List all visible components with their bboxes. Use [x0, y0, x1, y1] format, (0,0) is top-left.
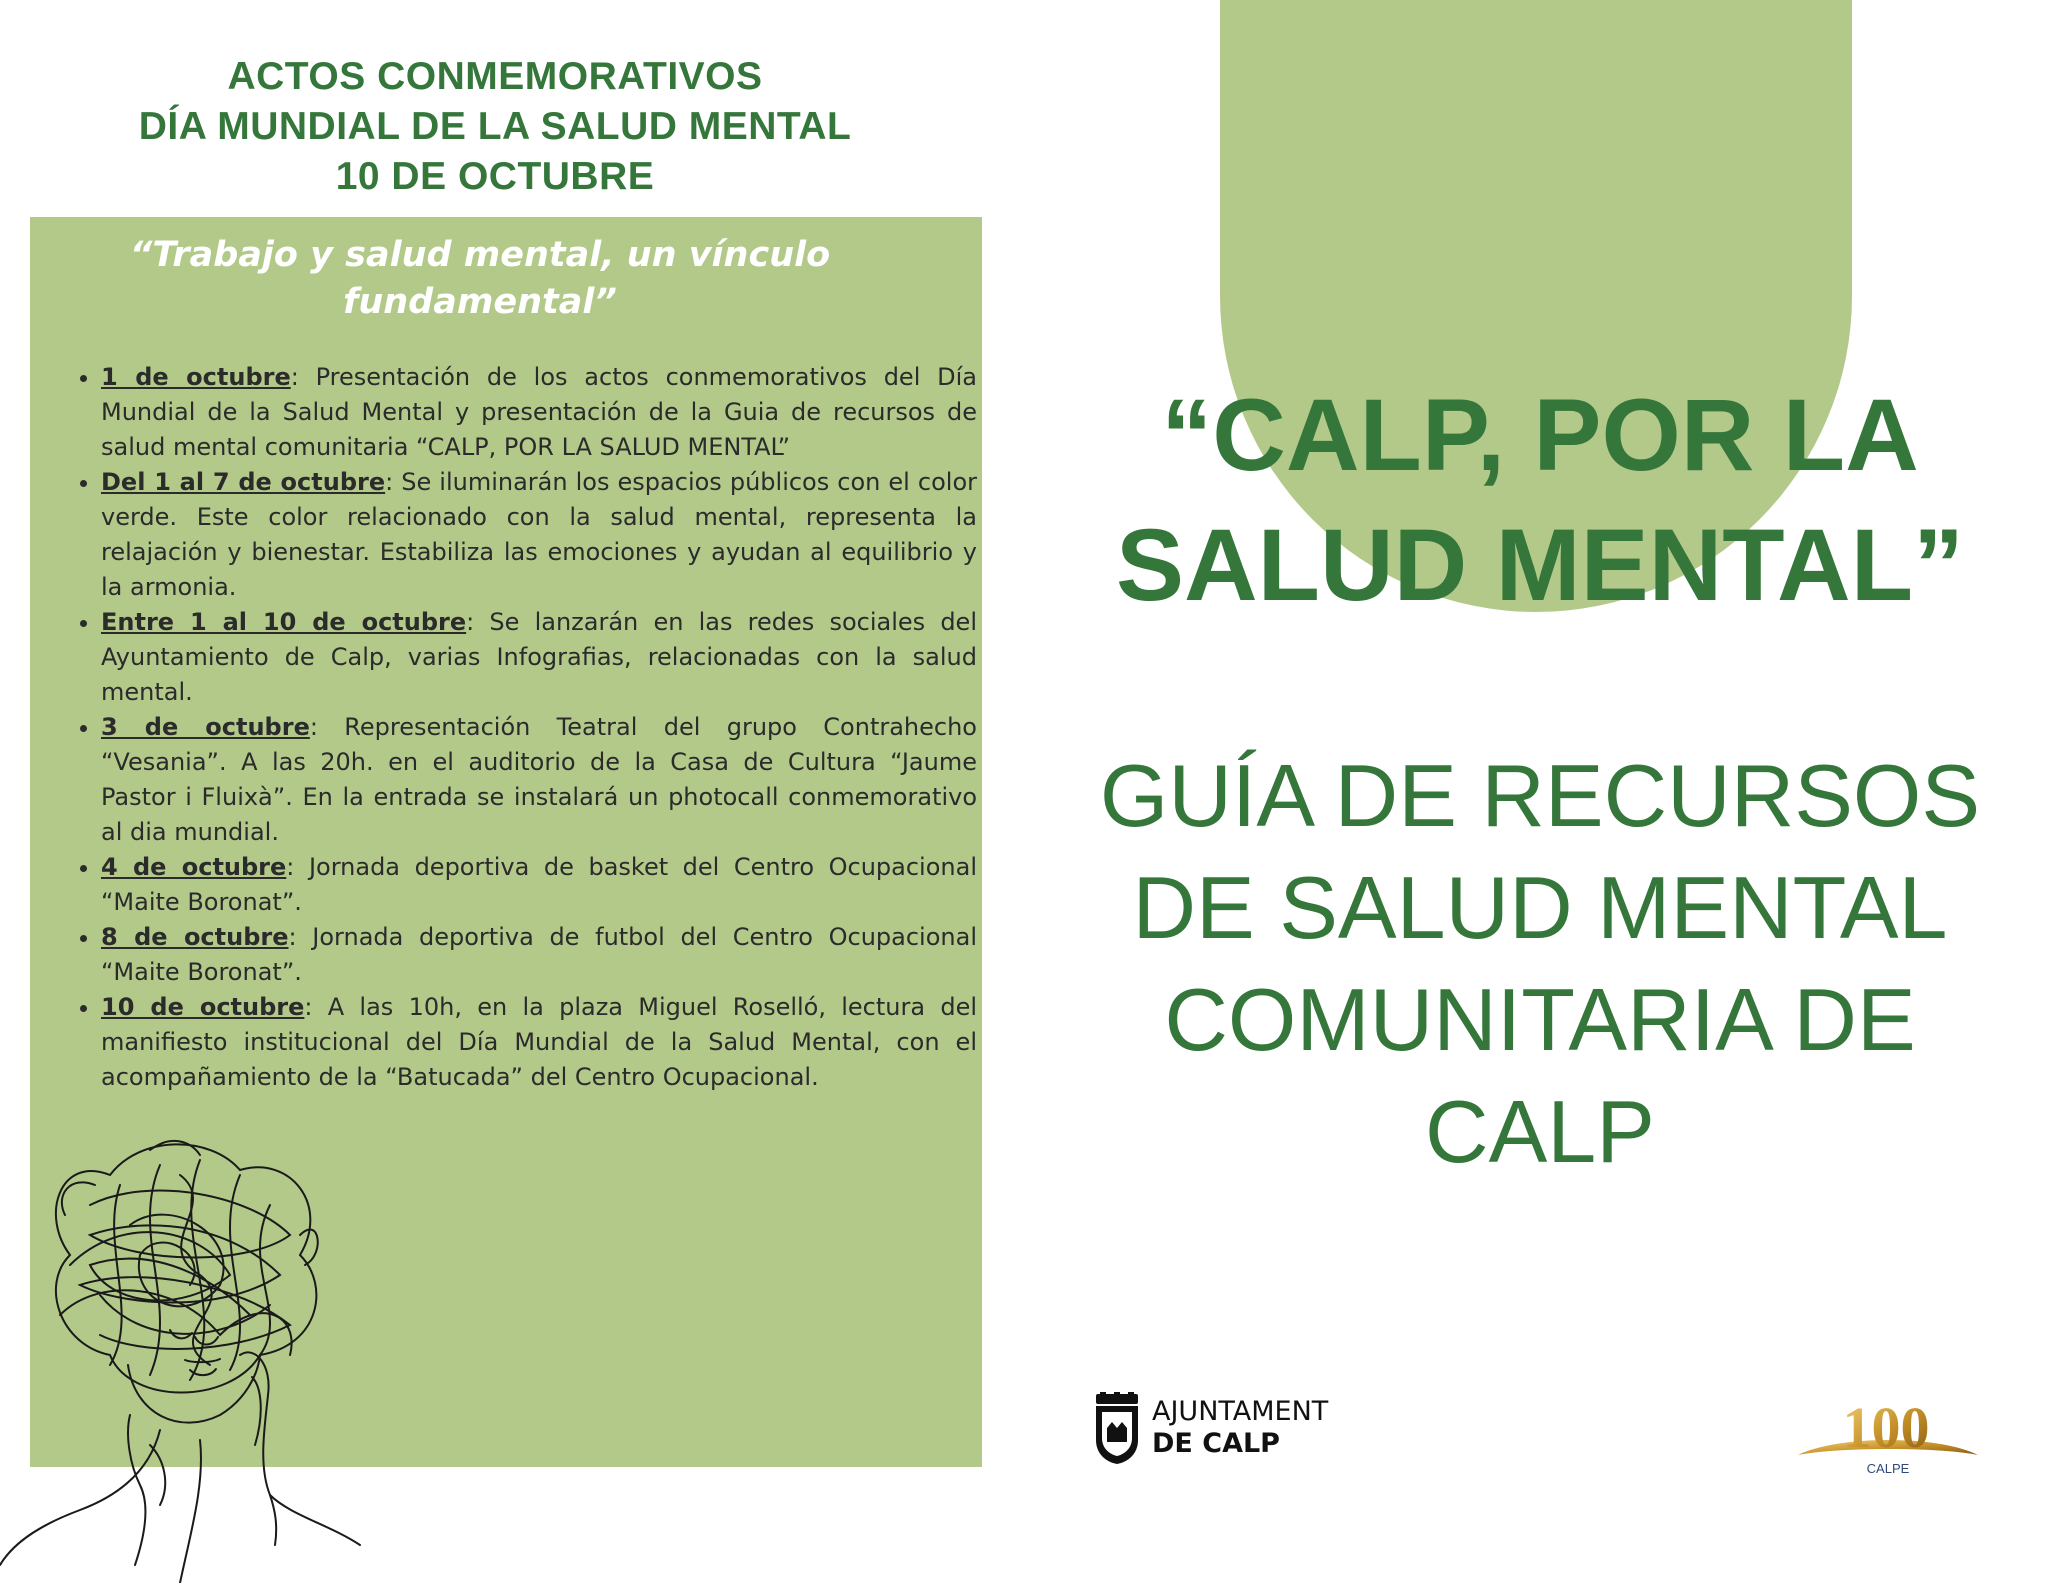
cover-subtitle-line-3: COMUNITARIA DE — [1164, 970, 1916, 1069]
motto-line-1: “Trabajo y salud mental, un vínculo — [129, 235, 831, 275]
event-description: : Se iluminarán los espacios públicos con el color verde. Este color relacionado con la salud mental, representa la relajación y bienestar. Estabiliza las emociones y ayudan al equilibrio y la armonia. — [101, 468, 977, 601]
event-item — [101, 605, 977, 710]
event-date: Del 1 al 7 de octubre — [101, 468, 386, 496]
event-description: : Jornada deportiva de basket del Centro Ocupacional “Maite Boronat”. — [101, 853, 977, 916]
ajuntament-wordmark — [1152, 1396, 1328, 1460]
event-item — [101, 920, 977, 990]
event-date: Entre 1 al 10 de octubre — [101, 608, 467, 636]
event-date: 1 de octubre — [101, 363, 291, 391]
event-item — [101, 850, 977, 920]
motto — [30, 232, 930, 326]
cover-title — [1080, 370, 2000, 630]
coat-of-arms-icon — [1092, 1392, 1142, 1464]
svg-text:CALPE: CALPE — [1866, 1461, 1910, 1476]
event-date: 3 de octubre — [101, 713, 310, 741]
event-description: : Representación Teatral del grupo Contrahecho “Vesania”. A las 20h. en el auditorio de la Casa de Cultura “Jaume Pastor i Fluixà”. En la entrada se instalará un photocall conmemorativo al dia mundial. — [101, 713, 977, 846]
header-line-1: ACTOS CONMEMORATIVOS — [227, 55, 763, 98]
cover-subtitle-line-2: DE SALUD MENTAL — [1132, 858, 1948, 957]
event-date: 4 de octubre — [101, 853, 287, 881]
cover-title-line-2: SALUD MENTAL” — [1115, 508, 1965, 622]
event-date: 10 de octubre — [101, 993, 305, 1021]
header-line-3: 10 DE OCTUBRE — [335, 155, 655, 198]
ajuntament-wordmark-line-2: DE CALP — [1152, 1428, 1280, 1459]
events-list — [64, 360, 977, 1095]
event-item — [101, 710, 977, 850]
cover-title-line-1: “CALP, POR LA — [1161, 378, 1919, 492]
event-description: : Jornada deportiva de futbol del Centro Ocupacional “Maite Boronat”. — [101, 923, 977, 986]
event-item — [101, 360, 977, 465]
scribble-head-illustration — [0, 1115, 380, 1583]
event-description: : A las 10h, en la plaza Miguel Roselló, lectura del manifiesto institucional del Día Mundial de la Salud Mental, con el acompañamiento de la “Batucada” del Centro Ocupacional. — [101, 993, 977, 1091]
cover-subtitle-line-1: GUÍA DE RECURSOS — [1099, 746, 1981, 845]
event-description: : Se lanzarán en las redes sociales del Ayuntamiento de Calp, varias Infografias, relacionadas con la salud mental. — [101, 608, 977, 706]
event-description: : Presentación de los actos conmemorativos del Día Mundial de la Salud Mental y presentación de la Guia de recursos de salud mental comunitaria “CALP, POR LA SALUD MENTAL” — [101, 363, 977, 461]
svg-text:100: 100 — [1842, 1395, 1930, 1460]
cover-subtitle-line-4: CALP — [1425, 1082, 1655, 1181]
event-item — [101, 990, 977, 1095]
event-date: 8 de octubre — [101, 923, 289, 951]
ajuntament-logo — [1092, 1392, 1332, 1466]
centenary-logo — [1788, 1385, 1988, 1481]
ajuntament-wordmark-line-1: AJUNTAMENT — [1152, 1396, 1329, 1427]
event-item — [101, 465, 977, 605]
motto-line-2: fundamental” — [343, 282, 617, 322]
cover-subtitle — [1080, 740, 2000, 1188]
header-line-2: DÍA MUNDIAL DE LA SALUD MENTAL — [138, 105, 852, 148]
page-header — [30, 52, 960, 202]
